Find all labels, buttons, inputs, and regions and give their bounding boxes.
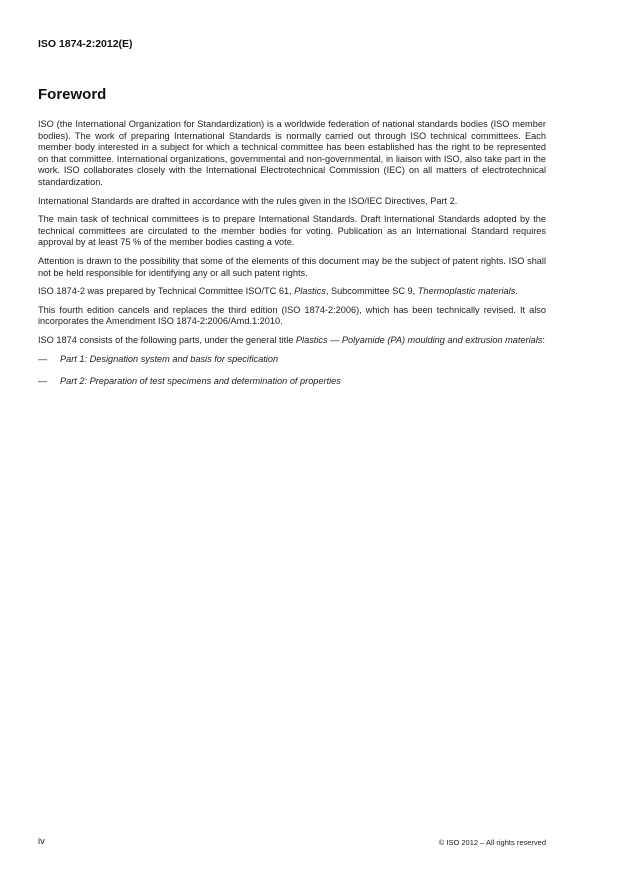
foreword-body bbox=[38, 119, 546, 399]
paragraph-edition: This fourth edition cancels and replaces the third edition (ISO 1874-2:2006), which has been technically revised. It also incorporates the Amendment ISO 1874-2:2006/Amd.1:2010. bbox=[38, 304, 546, 327]
page-title: Foreword bbox=[38, 86, 107, 103]
copyright-notice: © ISO 2012 – All rights reserved bbox=[438, 838, 546, 847]
page-number: iv bbox=[38, 836, 45, 847]
sc-title: Thermoplastic materials bbox=[417, 286, 516, 297]
list-item bbox=[38, 376, 546, 388]
list-item bbox=[38, 354, 546, 366]
parts-intro-end: : bbox=[542, 334, 545, 345]
list-dash: — bbox=[38, 376, 48, 387]
paragraph-prepared-by bbox=[38, 286, 546, 298]
prepared-by-end: . bbox=[515, 286, 518, 297]
paragraph-parts bbox=[38, 335, 546, 347]
paragraph-patent-rights: Attention is drawn to the possibility that some of the elements of this document may be the subject of patent rights. ISO shall not be held responsible for identifying any or all such patent rights. bbox=[38, 255, 546, 278]
prepared-by-mid: , Subcommittee SC 9, bbox=[325, 286, 418, 297]
paragraph-iso-description: ISO (the International Organization for Standardization) is a worldwide federation of national standards bodies (ISO member bodies). The work of preparing International Standards is normally carried out through ISO technical committees. Each member body interested in a subject for which a technical committee has been established has the right to be represented on that committee. International organizations, governmental and non-governmental, in liaison with ISO, also take part in the work. ISO collaborates closely with the International Electrotechnical Commission (IEC) on all matters of electrotechnical standardization. bbox=[38, 119, 546, 187]
parts-intro: ISO 1874 consists of the following parts, under the general title bbox=[38, 334, 296, 345]
prepared-by-text: ISO 1874-2 was prepared by Technical Committee ISO/TC 61, bbox=[38, 286, 295, 297]
list-dash: — bbox=[38, 353, 48, 364]
tc-title: Plastics bbox=[294, 286, 326, 297]
paragraph-directives: International Standards are drafted in accordance with the rules given in the ISO/IEC Directives, Part 2. bbox=[38, 195, 458, 206]
general-title: Plastics — Polyamide (PA) moulding and extrusion materials bbox=[295, 334, 543, 345]
part-1-title: Part 1: Designation system and basis for specification bbox=[60, 353, 279, 364]
paragraph-technical-committees: The main task of technical committees is to prepare International Standards. Draft International Standards adopted by the technical committees are circulated to the member bodies for voting. Publication as an International Standard requires approval by at least 75 % of the member bodies casting a vote. bbox=[38, 214, 546, 248]
part-2-title: Part 2: Preparation of test specimens and determination of properties bbox=[60, 376, 341, 387]
document-id-header: ISO 1874-2:2012(E) bbox=[38, 38, 133, 50]
